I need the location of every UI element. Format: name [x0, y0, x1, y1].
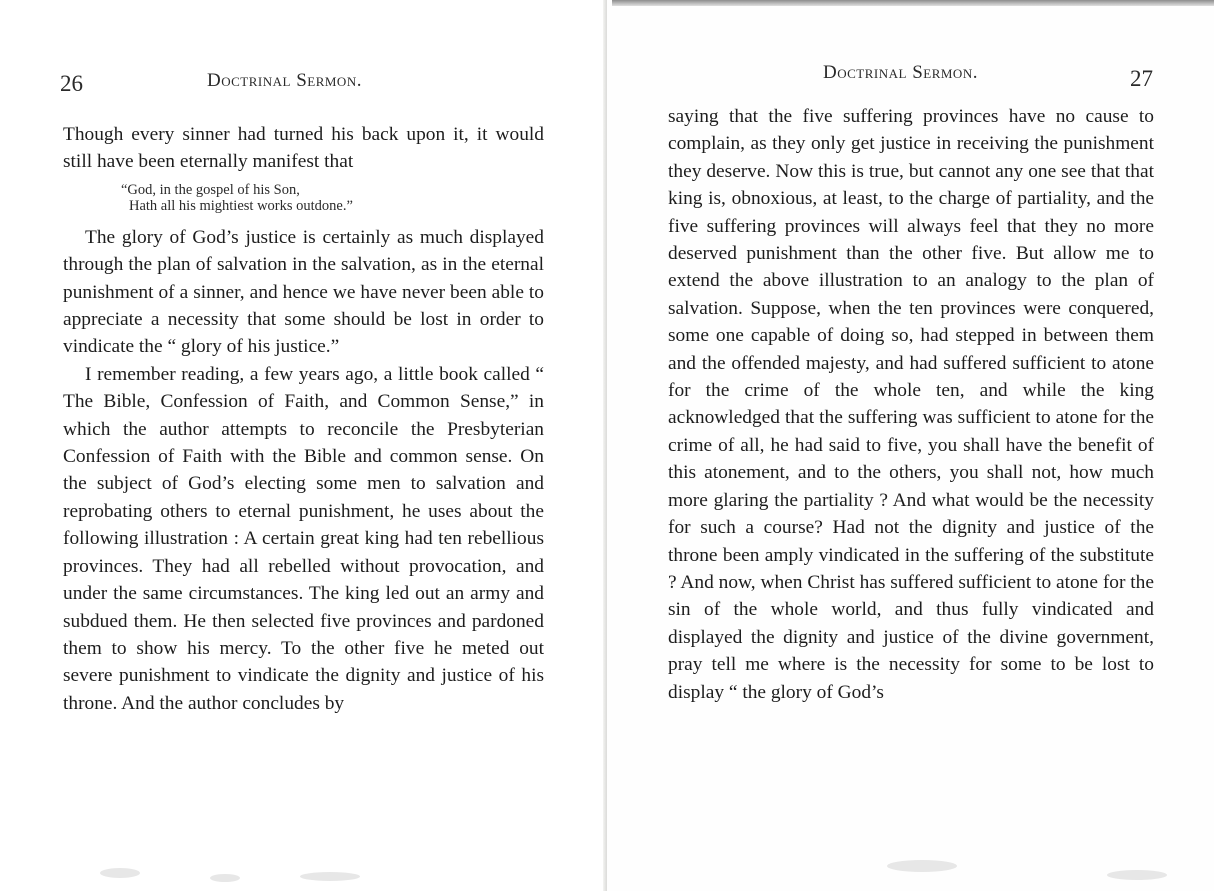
- page-number: 27: [1130, 66, 1153, 91]
- paragraph: The glory of God’s justice is certainly as much displayed through the plan of salvation in the salvation, as in the eternal punishment of a sinner, and hence we have never been able to appreciate a necessity that some should be lost in order to vindicate the “ glory of his justice.”: [63, 226, 544, 358]
- page-smudge: [1107, 870, 1167, 880]
- top-edge: [612, 0, 1214, 6]
- page-smudge: [210, 874, 240, 882]
- page-smudge: [100, 868, 140, 878]
- paragraph: I remember reading, a few years ago, a little book called “ The Bible, Confession of Faith, and Common Sense,” in which the author attempts to reconcile the Presbyterian Confession of Faith with the Bible and common sense. On the subject of God’s electing some men to salvation and reprobating others to eternal punishment, he uses about the following illustration : A certain great king had ten rebellious provinces. They had all rebelled without provocation, and under the same circumstances. The king led out an army and subdued them. He then selected five provinces and pardoned them to show his mercy. To the other five he meted out severe punishment to vindicate the dignity and justice of his throne. And the author concludes by: [63, 363, 544, 714]
- page-smudge: [887, 860, 957, 872]
- left-text-block: [63, 121, 544, 717]
- right-page: [607, 0, 1214, 891]
- right-text-block: [668, 103, 1154, 706]
- page-smudge: [300, 872, 360, 881]
- page-number: 26: [60, 71, 83, 96]
- poem-quote: [121, 182, 544, 214]
- quote-line-2: Hath all his mightiest works outdone.”: [129, 197, 353, 214]
- lead-paragraph: Though every sinner had turned his back upon it, it would still have been eternally manifest that: [63, 124, 544, 173]
- paragraph: saying that the five suffering provinces have no cause to complain, as they only get justice in receiving the punishment they deserve. Now this is true, but cannot any one see that that king is, obnoxious, at least, to the charge of partiality, and the five suffering provinces will always feel that they no more deserved punishment than the other five. But allow me to extend the above illustration to an analogy to the plan of salvation. Suppose, when the ten provinces were conquered, some one capable of doing so, had stepped in between them and the offended majesty, and had suffered sufficient to atone for the crime of the whole ten, and while the king acknowledged that the suffering was sufficient to atone for the crime of all, he had said to five, you shall have the benefit of this atonement, and to the others, you shall not, how much more glaring the partiality ? And what would be the necessity for such a course? Had not the dignity and justice of the throne been amply vindicated in the suffering of the substitute ? And now, when Christ has suffered sufficient to atone for the sin of the whole world, and thus fully vindicated and displayed the dignity and justice of the divine government, pray tell me where is the necessity for some to be lost to display “ the glory of God’s: [668, 106, 1154, 703]
- quote-line-1: “God, in the gospel of his Son,: [121, 181, 300, 198]
- running-head: Doctrinal Sermon.: [207, 70, 362, 91]
- running-head: Doctrinal Sermon.: [823, 62, 978, 83]
